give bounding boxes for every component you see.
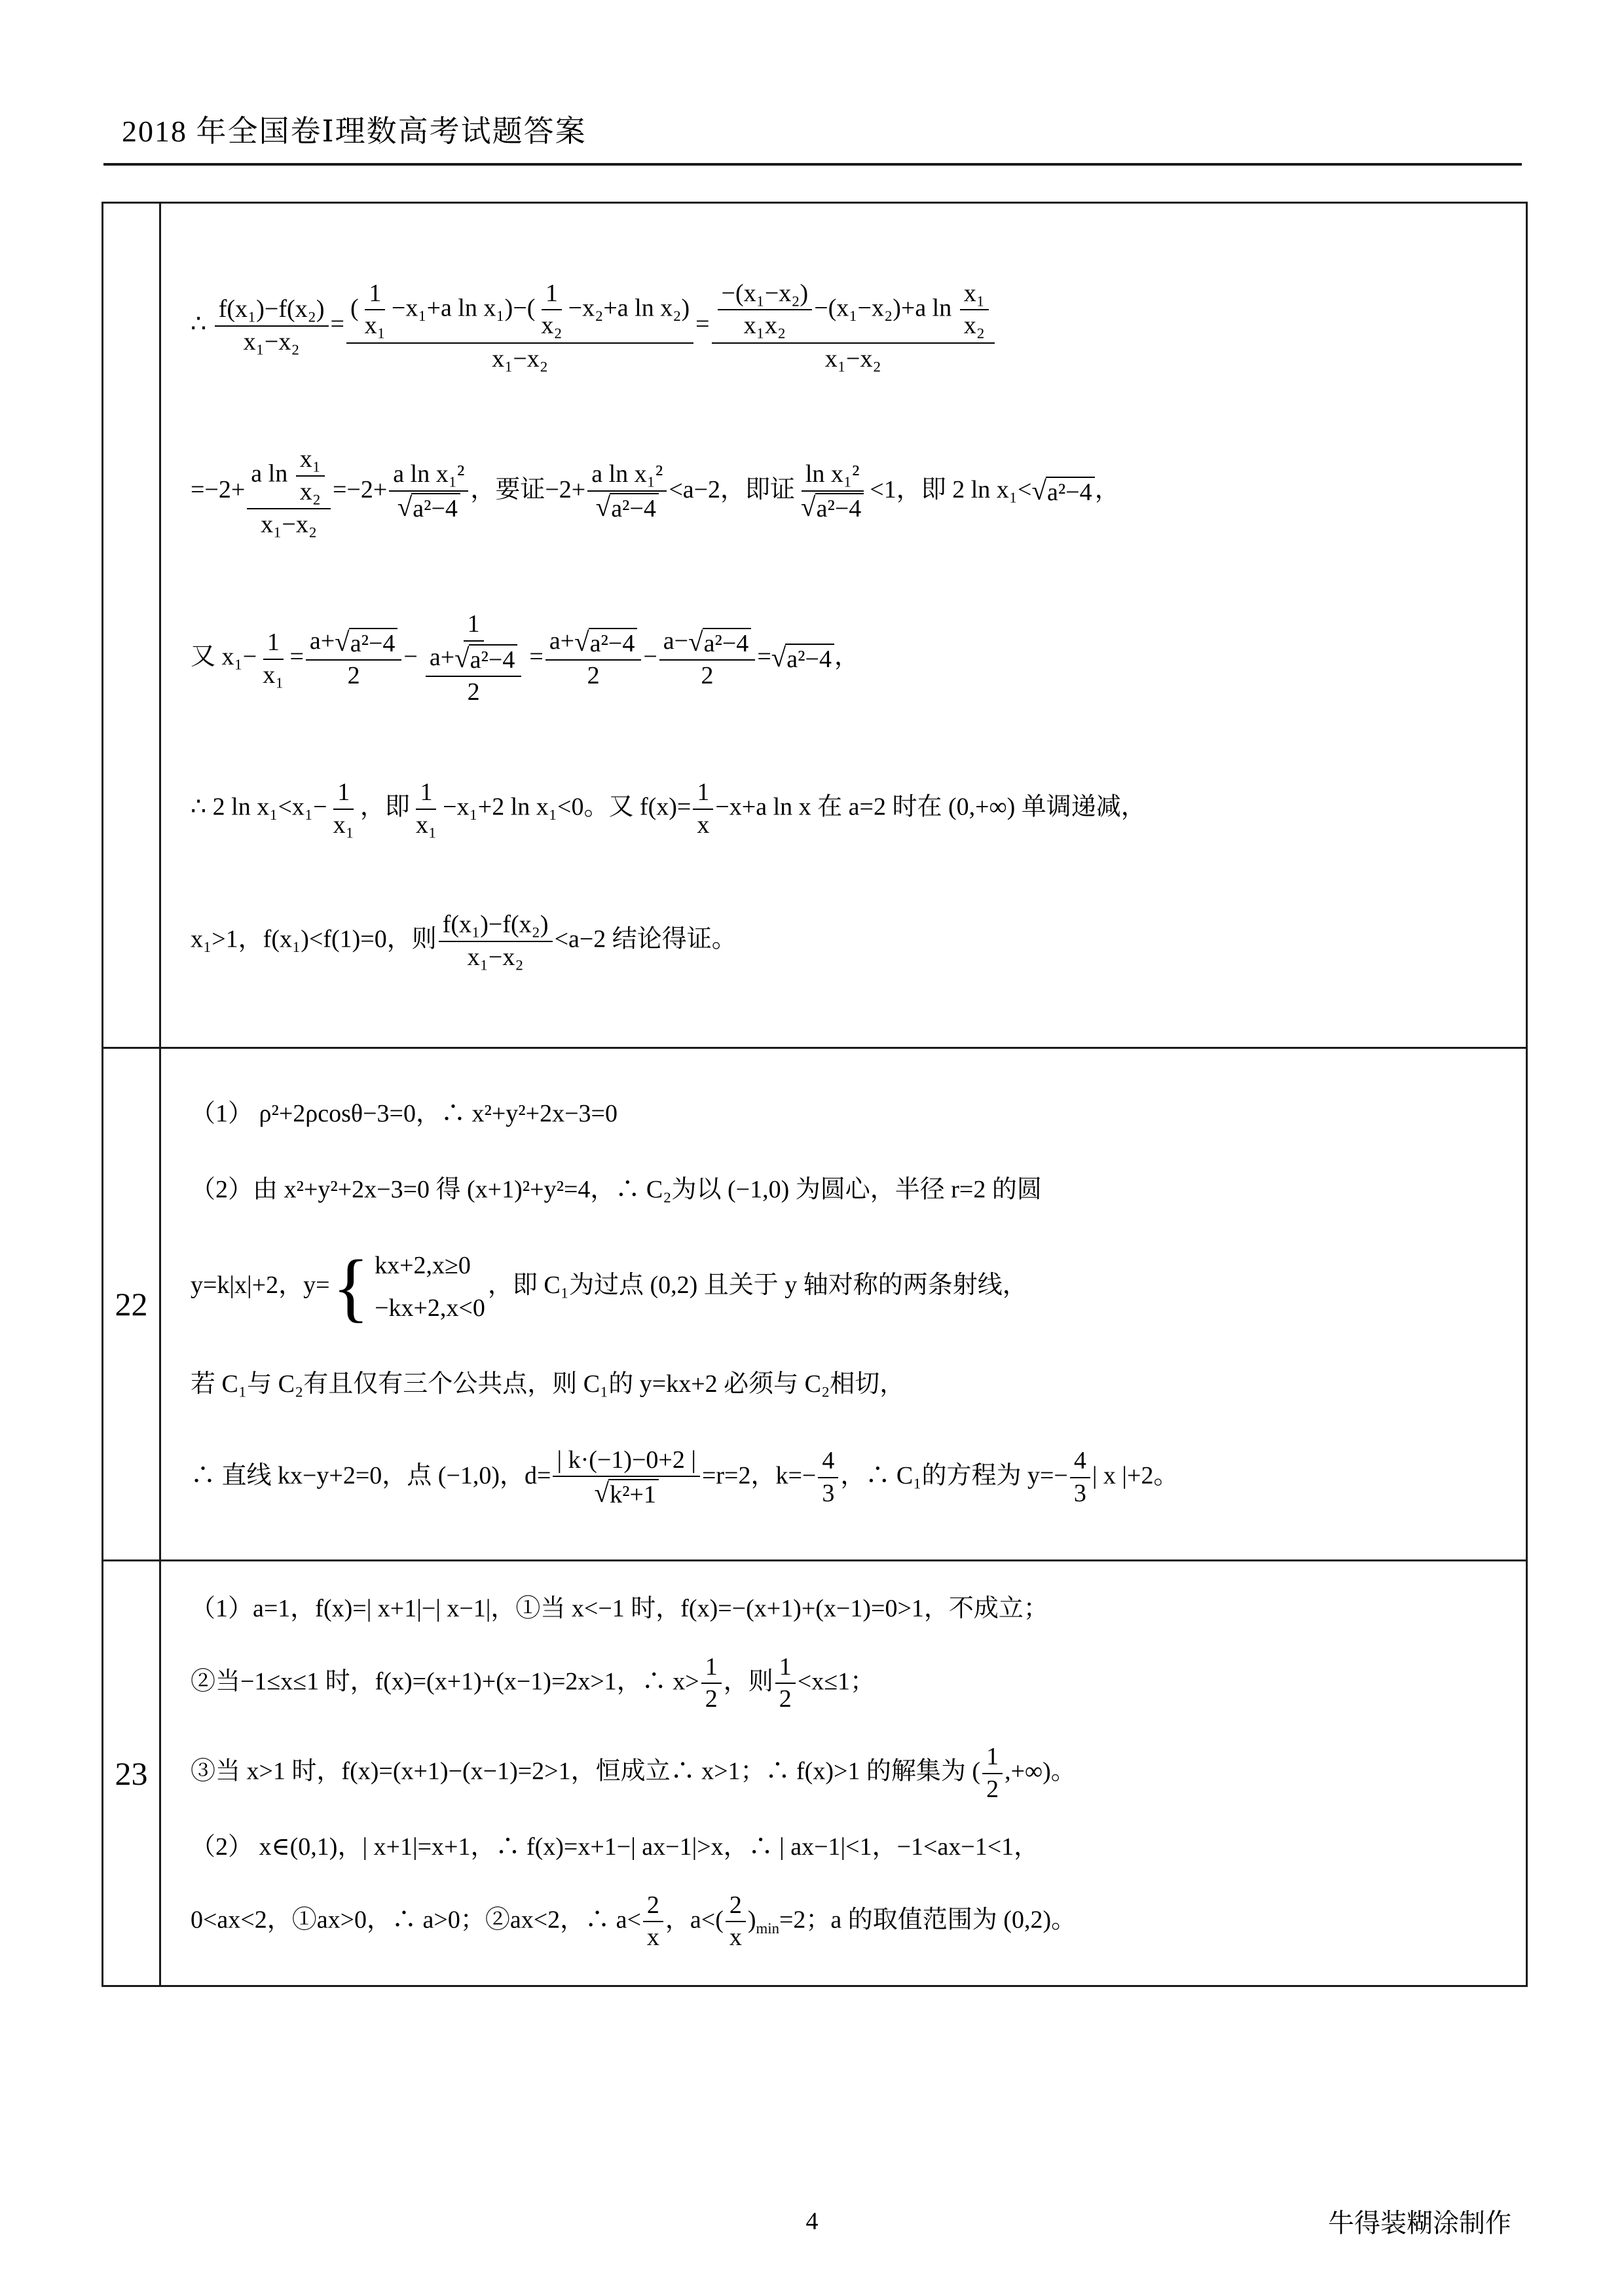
question-number: 23 bbox=[103, 1561, 161, 1985]
math-line: （1）a=1，f(x)=| x+1|−| x−1|，①当 x<−1 时，f(x)=−(x+1)+(x−1)=0>1，不成立； bbox=[191, 1595, 1048, 1623]
math-line: ②当−1≤x≤1 时，f(x)=(x+1)+(x−1)=2x>1，∴ x> $\frac{1}{2}$ ，则 $\frac{1}{2}$ <x≤1； bbox=[191, 1652, 876, 1713]
page-number: 4 bbox=[805, 2208, 819, 2235]
answer-row-23 bbox=[103, 1561, 1526, 1985]
answer-row-21-continued bbox=[103, 204, 1526, 1049]
math-line: ∴ $\frac{\text{f(x₁)−f(x₂)}}{\text{x₁−x₂}}$ = ( $\frac{1}{\text{x₁}}$ −x₁+a ln x₁)−( $\frac{1}{\text{x₂}}$ −x₂+a ln x₂) x₁−x₂ = $\frac{\text{−(x₁−x₂)}}{\text{x₁x₂}}$ −(x₁−x₂)+a ln $\frac{\text{x₁}}{\text{x₂}}$ x₁−x₂ bbox=[191, 278, 1514, 375]
math-line: y=k|x|+2，y= { kx+2,x≥0 −kx+2,x<0 ，即 C₁为过点 (0,2) 且关于 y 轴对称的两条射线， bbox=[191, 1245, 1027, 1330]
math-line: ∴ 直线 kx−y+2=0，点 (−1,0)，d= | k·(−1)−0+2 | √ k²+1 =r=2，k=− $\frac{4}{3}$ ，∴ C₁的方程为 y=− $\frac{4}{3}$ | x |+2。 bbox=[191, 1445, 1514, 1511]
math-line: 又 x₁− $\frac{1}{\text{x₁}}$ = a+ √ a²−4 2 − 1 a+ √ a²−4 2 = a+ √ a²−4 2 − a− √ a²−4 2 = √ a²−4 ， bbox=[191, 610, 859, 706]
answer-table bbox=[101, 202, 1528, 1987]
document-title: 2018 年全国卷Ⅰ理数高考试题答案 bbox=[122, 115, 587, 148]
math-line: 0<ax<2，①ax>0，∴ a>0；②ax<2，∴ a< $\frac{2}{x}$ ，a<( $\frac{2}{x}$ )$_{min}=2$；a 的取值范围为 (0,2)。 bbox=[191, 1891, 1077, 1952]
math-line: （2） x∈(0,1)，| x+1|=x+1，∴ f(x)=x+1−| ax−1|>x，∴ | ax−1|<1，−1<ax−1<1， bbox=[191, 1833, 1039, 1861]
answer-row-22 bbox=[103, 1049, 1526, 1561]
math-line: =−2+ a ln $\frac{\text{x₁}}{\text{x₂}}$ x₁−x₂ =−2+ a ln x₁² √ a²−4 ，要证−2+ a ln x₁² √ a²−4 <a−2，即证 ln x₁² √ a²−4 <1，即 2 ln x₁< √ a²−4 ， bbox=[191, 443, 1514, 541]
question-number: 22 bbox=[103, 1049, 161, 1559]
math-line: ③当 x>1 时，f(x)=(x+1)−(x−1)=2>1，恒成立∴ x>1；∴ f(x)>1 的解集为 ( $\frac{1}{2}$ ,+∞)。 bbox=[191, 1742, 1076, 1803]
math-line: （1） ρ²+2ρcosθ−3=0，∴ x²+y²+2x−3=0 bbox=[191, 1099, 618, 1127]
answer-content bbox=[161, 1561, 1526, 1985]
math-line: ∴ 2 ln x₁<x₁− $\frac{1}{\text{x₁}}$ ，即 $\frac{1}{\text{x₁}}$ −x₁+2 ln x₁<0。又 f(x)= $\frac{1}{x}$ −x+a ln x 在 a=2 时在 (0,+∞) 单调递减， bbox=[191, 778, 1146, 839]
answer-content bbox=[161, 204, 1526, 1047]
math-line: 若 C₁与 C₂有且仅有三个公共点，则 C₁的 y=kx+2 必须与 C₂相切， bbox=[191, 1370, 905, 1398]
math-line: x₁>1，f(x₁)<f(1)=0，则 $\frac{\text{f(x₁)−f(x₂)}}{\text{x₁−x₂}}$ <a−2 结论得证。 bbox=[191, 911, 737, 971]
math-line: （2）由 x²+y²+2x−3=0 得 (x+1)²+y²=4，∴ C₂为以 (−1,0) 为圆心，半径 r=2 的圆 bbox=[191, 1175, 1042, 1203]
footer-credit: 牛得装糊涂制作 bbox=[1328, 2208, 1511, 2238]
header-divider bbox=[103, 163, 1522, 166]
answer-content bbox=[161, 1049, 1526, 1559]
question-number bbox=[103, 204, 161, 1047]
